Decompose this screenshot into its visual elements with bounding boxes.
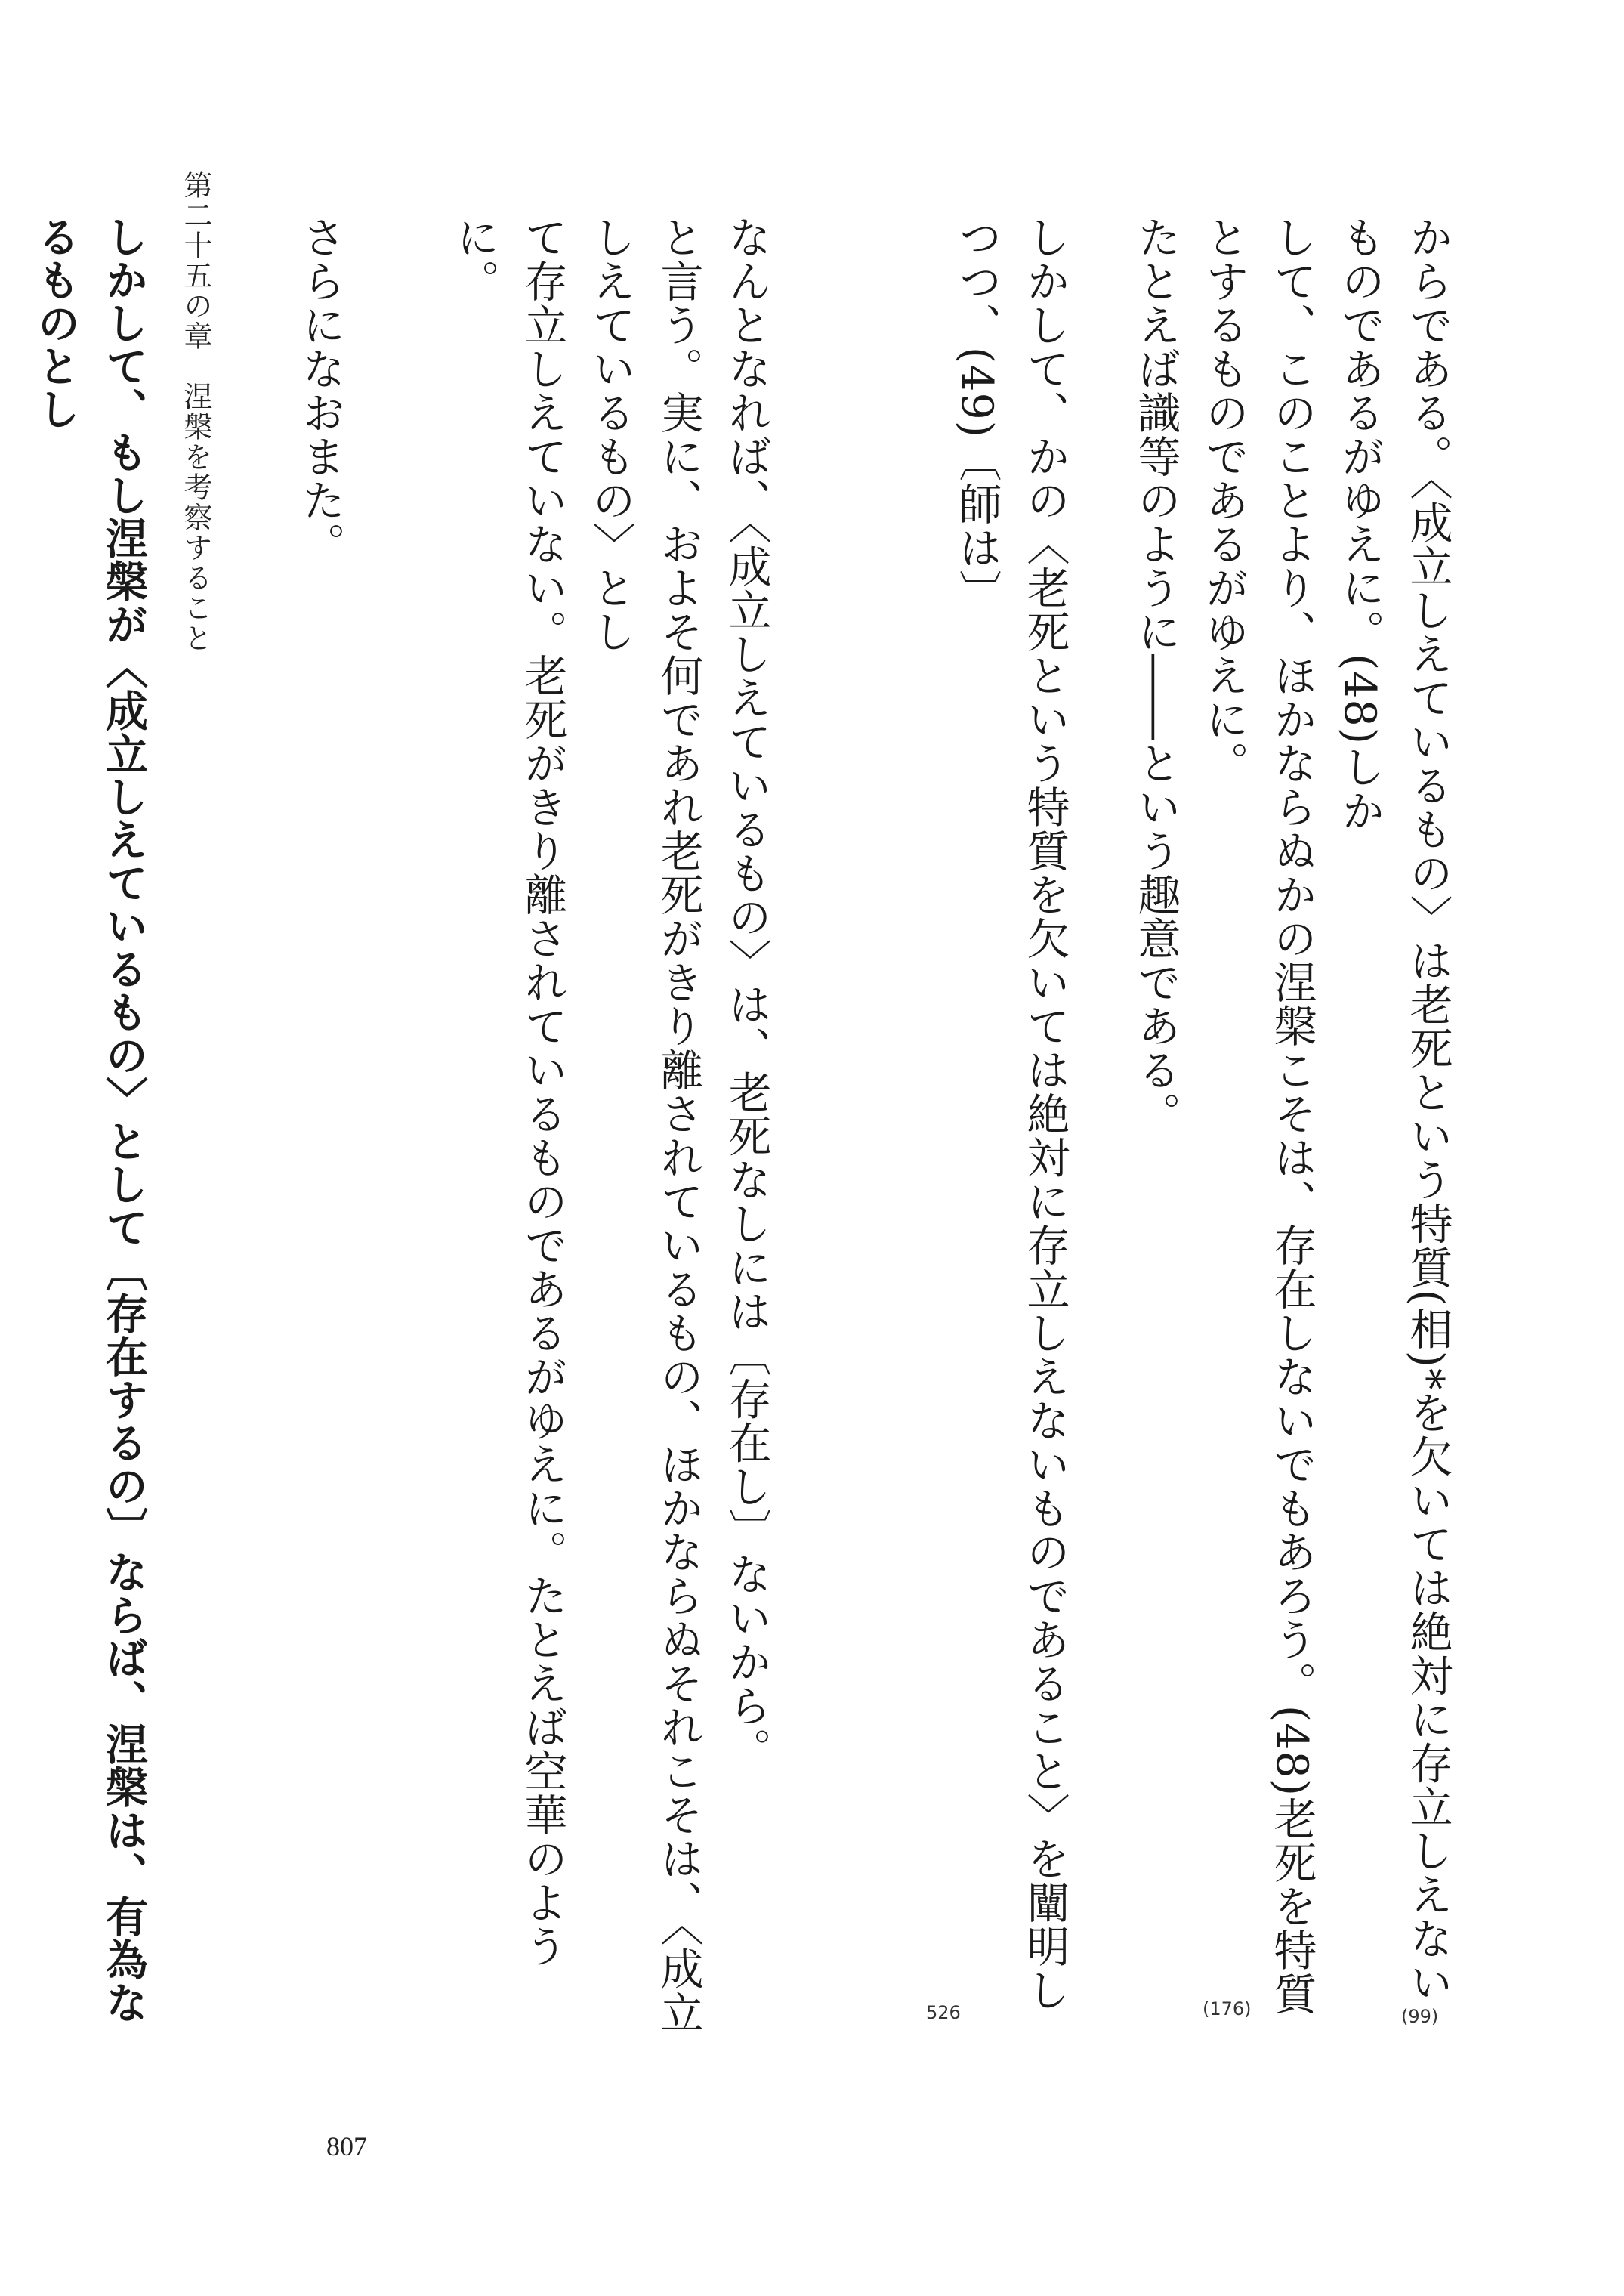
- running-header: 第二十五の章 涅槃を考察すること: [179, 170, 212, 654]
- verse-line: しかして、もし涅槃が〈成立しえているもの〉として〔存在するの〕ならば、涅槃は、有為なるものとし: [31, 215, 148, 2024]
- margin-number: 526: [926, 2002, 961, 2023]
- paragraph: しかして、かの〈老死という特質を欠いては絶対に存立しえないものであること〉を闡明しつつ、(49)〔師は〕: [952, 215, 1070, 2012]
- page-number: 807: [326, 2131, 367, 2162]
- paragraph: からである。〈成立しえているもの〉は老死という特質(相)*を欠いては絶対に存立しえないものであるがゆえに。(48)しか: [1335, 215, 1453, 2004]
- paragraph: して、このことより、ほかならぬかの涅槃こそは、存在しないでもあろう。(48)老死を特質とするものであるがゆえに。: [1199, 215, 1317, 2016]
- paragraph: たとえば識等のように――という趣意である。: [1131, 215, 1181, 1136]
- paragraph: さらになおまた。: [295, 215, 345, 566]
- verse-line: [0, 215, 21, 2044]
- quoted-line: なんとなれば、〈成立しえているもの〉は、老死なしには〔存在し〕ないから。: [721, 215, 771, 1772]
- margin-number: (176): [1203, 1998, 1252, 2019]
- margin-number: (99): [1401, 2006, 1439, 2027]
- paragraph: と言う。実に、およそ何であれ老死がきり離されているもの、ほかならぬそれこそは、〈成立しえているもの〉とし: [585, 215, 703, 2035]
- paragraph: て存立しえていない。老死がきり離されているものであるがゆえに。たとえば空華のように。: [449, 215, 567, 1968]
